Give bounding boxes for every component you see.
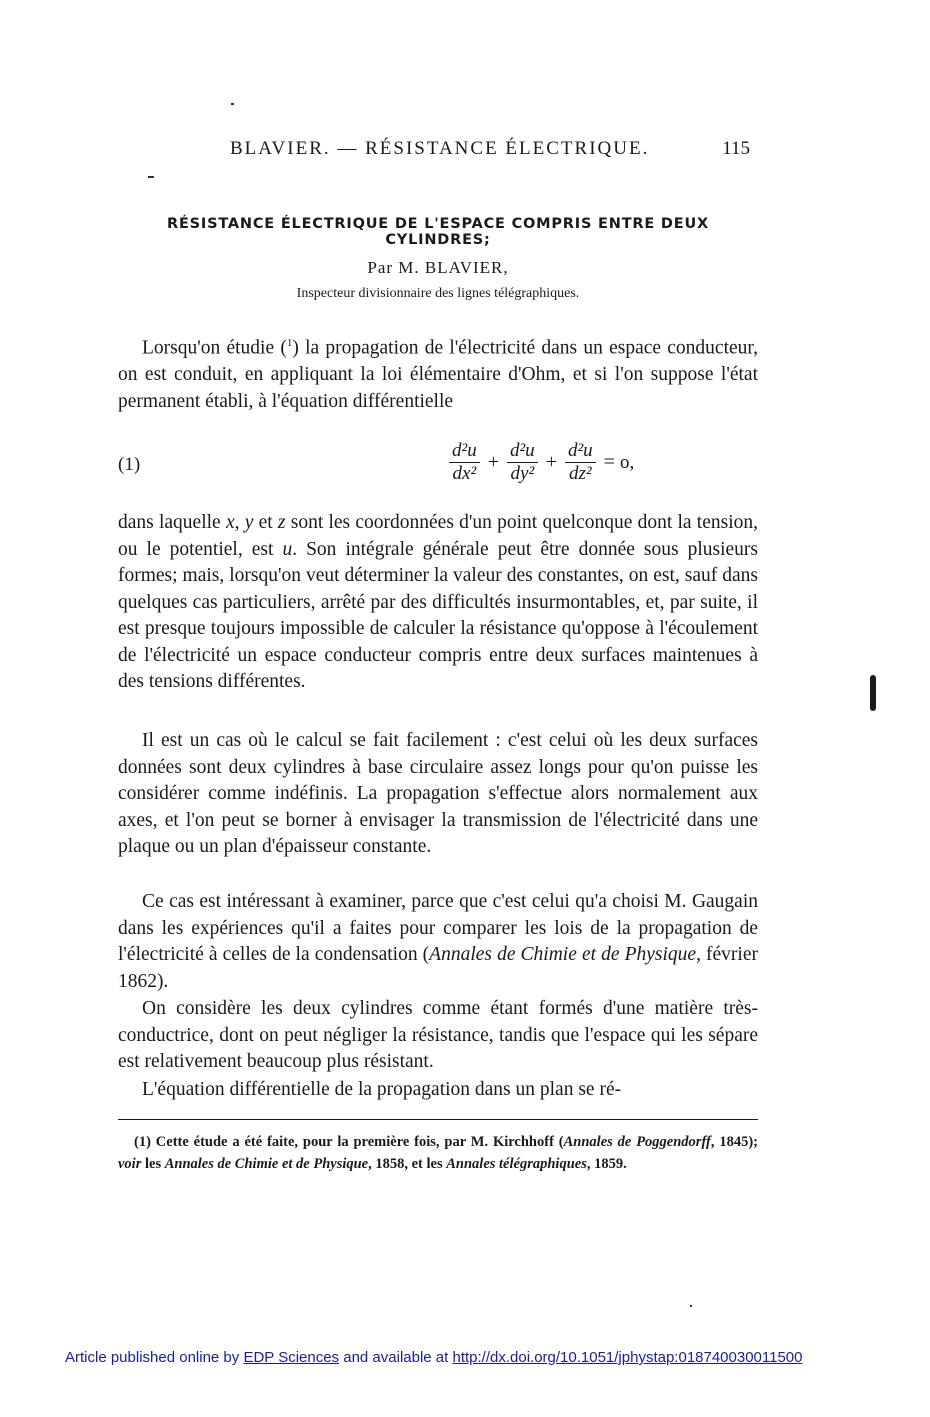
paragraph-cylinders: Il est un cas où le calcul se fait facilement : c'est celui où les deux surfaces données sont deux cylindres à base circulaire assez longs pour qu'on puisse les considérer comme indéfinis. La propagation s'effectue alors normalement aux axes, et l'on peut se borner à envisager la transmission de l'électricité dans une plaque ou un plan d'épaisseur constante. [118,730,758,857]
text-run: voir [118,1156,142,1172]
notice-text: Article published online by [65,1349,244,1366]
math-var: u [282,538,293,560]
page-number: 115 [722,138,750,159]
text-run: et [253,512,278,533]
publisher-notice [65,1349,905,1366]
text-run: ) la propagation de l'électricité dans un espace conducteur, on est conduit, en appliquant la loi élémentaire d'Ohm, et si l'on suppose l'état permanent établi, à l'équation différentielle [118,337,758,412]
fraction-term-1 [449,440,480,485]
equation-number: (1) [118,454,141,475]
fraction-term-3 [565,440,596,485]
text-run: les [141,1156,165,1172]
numerator: d²u [449,440,480,463]
text-run: Lorsqu'on étudie ( [142,337,287,359]
equation-rhs: o, [619,451,635,473]
text-run: , [234,512,245,533]
math-var: x [225,512,235,533]
paragraph-gaugain [118,889,758,995]
text-run: février 1862). [118,944,758,992]
numerator: d²u [565,440,596,463]
fraction-term-2 [507,440,538,485]
text-run: , 1858, et les [368,1156,447,1172]
plus-sign: + [487,451,499,473]
doi-link[interactable]: http://dx.doi.org/10.1051/jphystap:018740030011500 [452,1349,803,1366]
text-run: , 1845); [710,1134,758,1150]
author-affiliation: Inspecteur divisionnaire des lignes télégraphiques. [296,286,580,301]
journal-citation: Annales de Poggendorff [563,1134,711,1150]
paragraph-definitions [118,510,758,696]
paragraph-intro [118,330,758,415]
running-title: BLAVIER. — RÉSISTANCE ÉLECTRIQUE. [230,138,650,159]
denominator: dz² [569,463,592,484]
denominator: dx² [452,463,477,484]
math-var: y [244,512,254,533]
text-run: Ce cas est intéressant à examiner, parce que c'est celui qu'a choisi M. Gaugain dans les expériences qu'il a faites pour comparer les lois de la propagation de l'électricité à celles de la condensation ( [118,891,758,965]
edp-sciences-link[interactable]: EDP Sciences [243,1349,340,1366]
text-run: , 1859. [586,1156,627,1172]
article-title: RÉSISTANCE ÉLECTRIQUE DE L'ESPACE COMPRIS ENTRE DEUX CYLINDRES; [166,216,709,248]
footnote-ref: 1 [286,337,293,349]
journal-citation: Annales de Chimie et de Physique, [429,944,701,965]
notice-text: and available at [339,1349,453,1366]
plus-sign: + [545,451,557,473]
running-head [230,138,750,164]
journal-citation: Annales télégraphiques [446,1156,587,1172]
text-run: . Son intégrale générale peut être donnée sous plusieurs formes; mais, lorsqu'on veut déterminer la valeur des constantes, on est, sauf dans quelques cas particuliers, arrêté par des difficultés insurmontables, et, par suite, il est presque toujours impossible de calculer la résistance qu'oppose à l'écoulement de l'électricité un espace conducteur compris entre deux surfaces maintenues à des tensions différentes. [118,538,759,692]
footnote-marker: (1) [134,1134,151,1150]
equals-sign: = [603,451,615,473]
scan-speck [148,176,154,178]
author-byline: Par M. BLAVIER, [367,258,509,277]
paragraph-conductors: On considère les deux cylindres comme étant formés d'une matière très-conductrice, dont on peut négliger la résistance, tandis que l'espace qui les sépare est relativement beaucoup plus résistant. [118,998,758,1072]
footnote [118,1131,758,1175]
footnote-divider [118,1119,758,1120]
text-run: Cette étude a été faite, pour la première fois, par M. Kirchhoff ( [150,1134,564,1150]
journal-citation: Annales de Chimie et de Physique [164,1156,369,1172]
scan-speck [690,1305,692,1307]
numerator: d²u [507,440,538,463]
scan-speck [231,103,234,105]
text-run: dans laquelle [118,512,226,533]
text-run: sont les coordonnées d'un point quelconque dont la tension, ou le potentiel, est [118,512,758,560]
math-var: z [277,512,286,533]
margin-mark [870,675,876,711]
denominator: dy² [510,463,535,484]
equation-body [446,440,634,485]
paragraph-plane-equation: L'équation différentielle de la propagation dans un plan se ré- [142,1079,622,1100]
equation-1 [118,440,758,500]
